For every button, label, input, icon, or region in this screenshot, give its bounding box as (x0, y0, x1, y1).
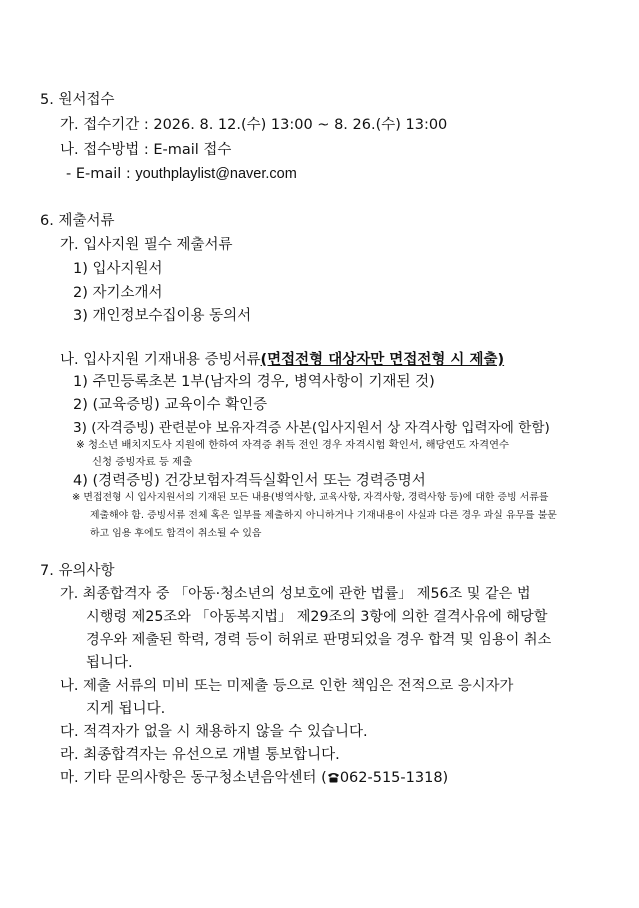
email-label: - E-mail : (66, 166, 136, 182)
note-line: ※ 청소년 배치지도사 지원에 한하여 자격증 취득 전인 경우 자격시험 확인서, 해당연도 자격연수 (76, 439, 510, 451)
contact-line (60, 768, 448, 788)
email-address: youthplaylist@naver.com (135, 166, 297, 182)
email-line (66, 164, 297, 184)
section-6-title: 6. 제출서류 (40, 213, 115, 229)
required-docs-title: 가. 입사지원 필수 제출서류 (60, 237, 233, 253)
proof-doc-item: 3) (자격증빙) 관련분야 보유자격증 사본(입사지원서 상 자격사항 입력자에 한함) (73, 420, 550, 436)
proof-docs-title-underlined: (면접전형 대상자만 면접전형 시 제출) (260, 352, 505, 368)
required-doc-item: 1) 입사지원서 (73, 261, 163, 277)
notice-item-cont: 시행령 제25조와 「아동복지법」 제29조의 3항에 의한 결격사유에 해당할 (86, 609, 548, 625)
note-line: ※ 면접전형 시 입사지원서의 기재된 모든 내용(병역사항, 교육사항, 자격사항, 경력사항 등)에 대한 증빙 서류를 (72, 492, 549, 503)
note-line: 제출해야 함. 증빙서류 전체 혹은 일부를 제출하지 아니하거나 기재내용이 사실과 다른 경우 과실 유무를 불문 (90, 510, 557, 521)
notice-item: 가. 최종합격자 중 「아동·청소년의 성보호에 관한 법률」 제56조 및 같은 법 (60, 586, 531, 602)
required-doc-item: 3) 개인정보수집이용 동의서 (73, 308, 252, 324)
contact-phone: 062-515-1318 (339, 770, 443, 786)
notice-item-cont: 경우와 제출된 학력, 경력 등이 허위로 판명되었을 경우 합격 및 임용이 취소 (86, 632, 552, 648)
proof-docs-title-text: 나. 입사지원 기재내용 증빙서류 (60, 352, 261, 368)
notice-item-cont: 지게 됩니다. (86, 701, 166, 717)
proof-doc-item: 4) (경력증빙) 건강보험자격득실확인서 또는 경력증명서 (73, 473, 426, 489)
notice-item: 라. 최종합격자는 유선으로 개별 통보합니다. (60, 747, 340, 763)
note-line: 신청 증빙자료 등 제출 (92, 456, 193, 468)
contact-close: ) (442, 770, 449, 786)
proof-doc-item: 1) 주민등록초본 1부(남자의 경우, 병역사항이 기재된 것) (73, 374, 435, 390)
notice-item-cont: 됩니다. (86, 655, 133, 671)
section-7-title: 7. 유의사항 (40, 563, 115, 579)
notice-item: 나. 제출 서류의 미비 또는 미제출 등으로 인한 책임은 전적으로 응시자가 (60, 678, 514, 694)
proof-doc-item: 2) (교육증빙) 교육이수 확인증 (73, 397, 268, 413)
contact-text: 마. 기타 문의사항은 동구청소년음악센터 ( (60, 770, 327, 786)
note-line: 하고 임용 후에도 합격이 취소될 수 있음 (90, 528, 262, 539)
proof-docs-title (60, 350, 504, 370)
phone-icon (327, 769, 340, 780)
application-method: 나. 접수방법 : E-mail 접수 (60, 142, 232, 158)
notice-item: 다. 적격자가 없을 시 채용하지 않을 수 있습니다. (60, 724, 368, 740)
application-period: 가. 접수기간 : 2026. 8. 12.(수) 13:00 ~ 8. 26.(수) 13:00 (60, 117, 448, 133)
section-5-title: 5. 원서접수 (40, 92, 115, 108)
required-doc-item: 2) 자기소개서 (73, 285, 163, 301)
